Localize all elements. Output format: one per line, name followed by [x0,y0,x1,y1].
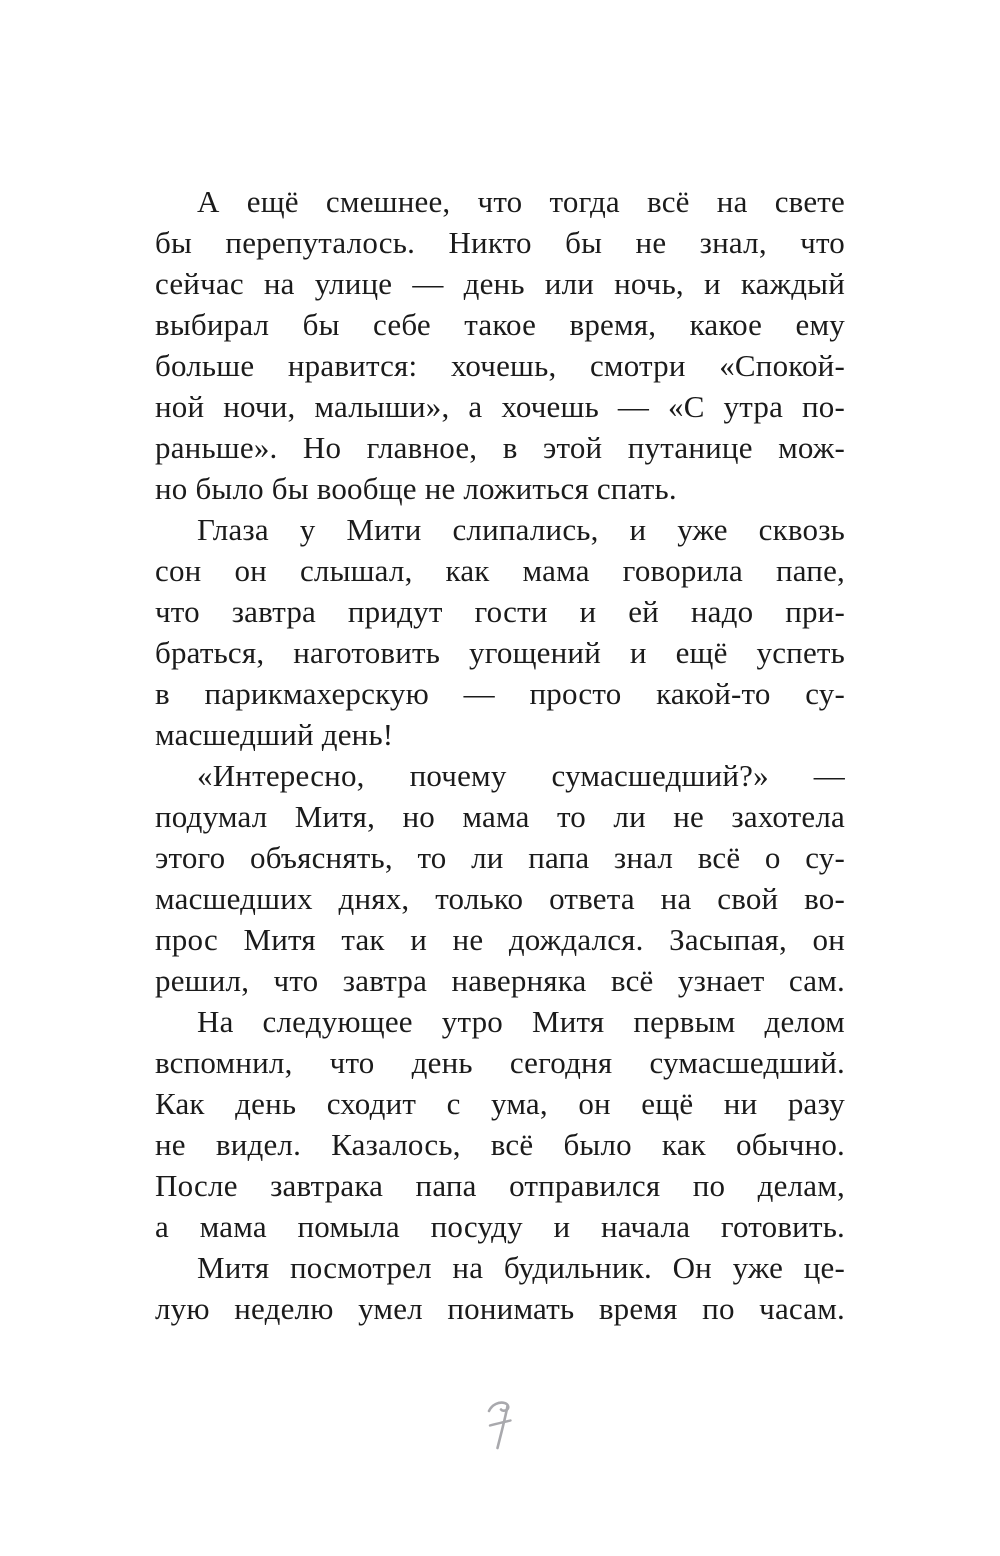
page-text-block [155,181,845,1329]
text-line: «Интересно, почему сумасшедший?» — [197,758,845,793]
text-line: сон он слышал, как мама говорила папе, [155,553,845,588]
text-line: этого объяснять, то ли папа знал всё о су- [155,840,845,875]
text-line: Глаза у Мити слипались, и уже сквозь [197,512,845,547]
paragraph-4 [155,1001,845,1247]
text-line: Как день сходит с ума, он ещё ни разу [155,1086,845,1121]
text-line: лую неделю умел понимать время по часам. [155,1291,845,1326]
text-line: На следующее утро Митя первым делом [197,1004,845,1039]
page-footer [0,1398,1000,1452]
paragraph-1 [155,181,845,509]
text-line: подумал Митя, но мама то ли не захотела [155,799,845,834]
text-line: решил, что завтра наверняка всё узнает сам. [155,963,845,998]
text-line: что завтра придут гости и ей надо при- [155,594,845,629]
text-line: раньше». Но главное, в этой путанице мож- [155,430,845,465]
text-line: масшедший день! [155,717,394,752]
text-line: не видел. Казалось, всё было как обычно. [155,1127,845,1162]
text-line: масшедших днях, только ответа на свой во- [155,881,845,916]
text-line: в парикмахерскую — просто какой-то су- [155,676,845,711]
text-line: браться, наготовить угощений и ещё успеть [155,635,845,670]
text-line: ной ночи, малыши», а хочешь — «С утра по- [155,389,845,424]
paragraph-3 [155,755,845,1001]
text-line: После завтрака папа отправился по делам, [155,1168,845,1203]
paragraph-2 [155,509,845,755]
text-line: прос Митя так и не дождался. Засыпая, он [155,922,845,957]
text-line: вспомнил, что день сегодня сумасшедший. [155,1045,845,1080]
text-line: бы перепуталось. Никто бы не знал, что [155,225,845,260]
text-line: но было бы вообще не ложиться спать. [155,471,677,506]
page-number-7-icon [485,1398,515,1452]
text-line: выбирал бы себе такое время, какое ему [155,307,845,342]
page-number [485,1398,515,1452]
paragraph-5 [155,1247,845,1329]
text-line: Митя посмотрел на будильник. Он уже це- [197,1250,845,1285]
text-line: а мама помыла посуду и начала готовить. [155,1209,845,1244]
page-number-text [515,1398,516,1399]
text-line: больше нравится: хочешь, смотри «Спокой- [155,348,845,383]
text-line: А ещё смешнее, что тогда всё на свете [197,184,845,219]
text-line: сейчас на улице — день или ночь, и каждый [155,266,845,301]
